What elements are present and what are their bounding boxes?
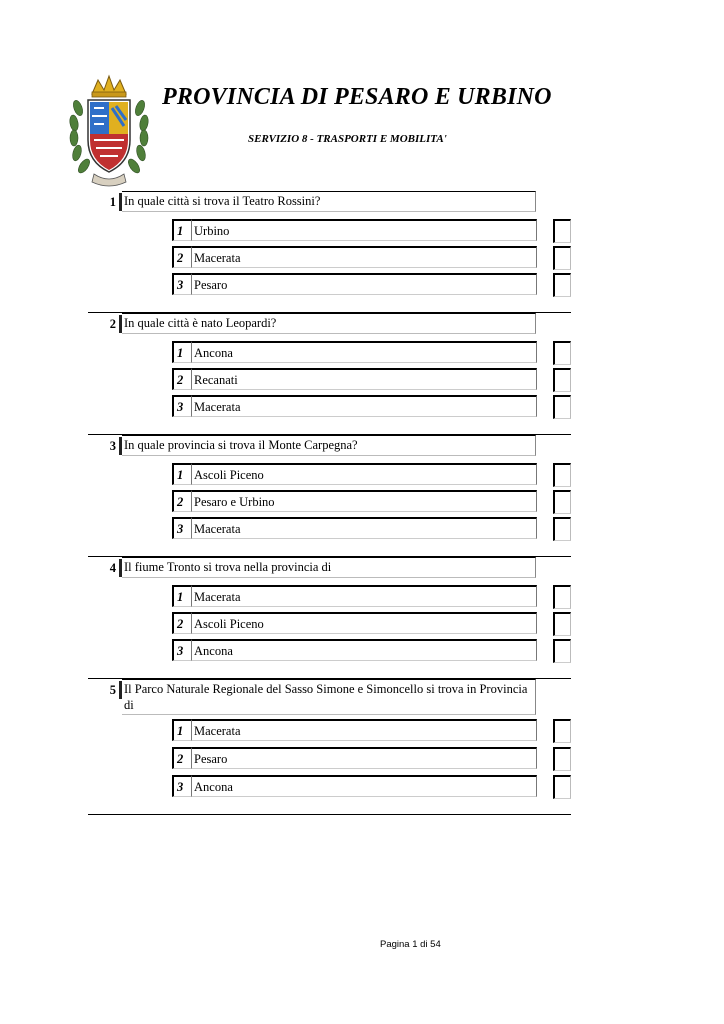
document-title: PROVINCIA DI PESARO E URBINO [162, 84, 552, 110]
question-number: 2 [88, 315, 122, 333]
option-number: 3 [172, 395, 192, 417]
question-text: Il Parco Naturale Regionale del Sasso Simone e Simoncello si trova in Provincia di [122, 679, 536, 715]
answer-checkbox[interactable] [553, 775, 571, 799]
option-number: 3 [172, 775, 192, 797]
option-text: Recanati [192, 368, 537, 390]
answer-checkbox[interactable] [553, 368, 571, 392]
option-text: Pesaro [192, 273, 537, 295]
option-text: Pesaro e Urbino [192, 490, 537, 512]
answer-checkbox[interactable] [553, 612, 571, 636]
option-text: Macerata [192, 719, 537, 741]
option-number: 2 [172, 612, 192, 634]
question-text: In quale città è nato Leopardi? [122, 313, 536, 334]
option-number: 1 [172, 219, 192, 241]
option-number: 2 [172, 747, 192, 769]
answer-checkbox[interactable] [553, 719, 571, 743]
option-text: Ancona [192, 775, 537, 797]
answer-checkbox[interactable] [553, 517, 571, 541]
answer-checkbox[interactable] [553, 747, 571, 771]
option-number: 1 [172, 585, 192, 607]
option-number: 3 [172, 639, 192, 661]
question-text: In quale città si trova il Teatro Rossini? [122, 191, 536, 212]
option-number: 1 [172, 463, 192, 485]
option-text: Pesaro [192, 747, 537, 769]
province-crest-logo [64, 68, 154, 192]
question-text: Il fiume Tronto si trova nella provincia di [122, 557, 536, 578]
option-number: 2 [172, 368, 192, 390]
option-number: 1 [172, 341, 192, 363]
option-text: Ancona [192, 639, 537, 661]
page-number: Pagina 1 di 54 [380, 939, 441, 950]
option-text: Macerata [192, 517, 537, 539]
option-text: Ancona [192, 341, 537, 363]
answer-checkbox[interactable] [553, 585, 571, 609]
option-number: 1 [172, 719, 192, 741]
answer-checkbox[interactable] [553, 395, 571, 419]
question-text: In quale provincia si trova il Monte Carpegna? [122, 435, 536, 456]
service-subtitle: SERVIZIO 8 - TRASPORTI E MOBILITA' [248, 133, 447, 145]
option-text: Macerata [192, 246, 537, 268]
question-number: 3 [88, 437, 122, 455]
answer-checkbox[interactable] [553, 246, 571, 270]
option-number: 2 [172, 246, 192, 268]
answer-checkbox[interactable] [553, 341, 571, 365]
option-number: 3 [172, 273, 192, 295]
option-text: Macerata [192, 585, 537, 607]
option-text: Macerata [192, 395, 537, 417]
question-number: 5 [88, 681, 122, 699]
option-number: 2 [172, 490, 192, 512]
answer-checkbox[interactable] [553, 273, 571, 297]
answer-checkbox[interactable] [553, 639, 571, 663]
answer-checkbox[interactable] [553, 219, 571, 243]
option-text: Ascoli Piceno [192, 612, 537, 634]
answer-checkbox[interactable] [553, 490, 571, 514]
answer-checkbox[interactable] [553, 463, 571, 487]
option-text: Urbino [192, 219, 537, 241]
option-number: 3 [172, 517, 192, 539]
question-number: 4 [88, 559, 122, 577]
section-divider [88, 814, 571, 815]
question-number: 1 [88, 193, 122, 211]
option-text: Ascoli Piceno [192, 463, 537, 485]
